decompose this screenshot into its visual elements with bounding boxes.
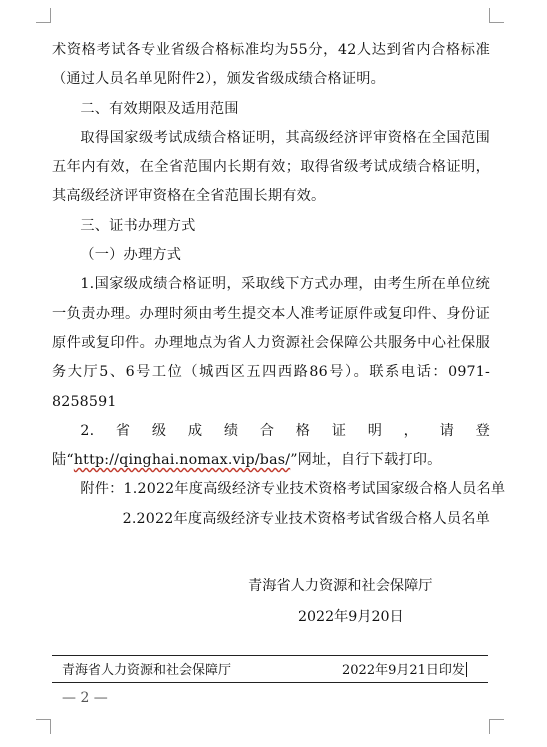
footer-issuer: 青海省人力资源和社会保障厅 [62, 663, 232, 678]
attachment-2: 2.2022年度高级经济专业技术资格考试省级合格人员名单 [122, 510, 490, 527]
paragraph-standards: 术资格考试各专业省级合格标准均为55分，42人达到省内合格标准（通过人员名单见附件2），颁发省级成绩合格证明。 [52, 42, 490, 88]
crop-mark-bottom-right [489, 719, 504, 734]
heading-validity: 二、有效期限及适用范围 [80, 100, 239, 117]
crop-mark-top-right [489, 8, 504, 23]
paragraph-validity: 取得国家级考试成绩合格证明，其高级经济评审资格在全国范围五年内有效，在全省范围内长期有效；取得省级考试成绩合格证明，其高级经济评审资格在全省范围长期有效。 [52, 129, 490, 205]
signature-date: 2022年9月20日 [298, 609, 404, 625]
attachment-1: 附件：1.2022年度高级经济专业技术资格考试国家级合格人员名单 [80, 481, 506, 498]
document-body [52, 36, 506, 534]
signature-organization: 青海省人力资源和社会保障厅 [248, 578, 433, 594]
download-url-link[interactable]: http://qinghai.nomax.vip/bas/ [73, 452, 291, 469]
footer-rule-bottom [52, 682, 488, 683]
footer-rule-top [52, 655, 488, 656]
heading-procedure: （一）办理方式 [80, 247, 182, 264]
heading-certificate: 三、证书办理方式 [80, 217, 196, 234]
footer-issue-date: 2022年9月21日印发 [342, 663, 465, 678]
text-download: ”网址，自行下载打印。 [290, 452, 442, 469]
paragraph-provincial-cert [52, 417, 490, 476]
crop-mark-bottom-left [36, 719, 51, 734]
footer-issue-date-wrap [342, 659, 467, 678]
crop-mark-top-left [36, 8, 51, 23]
text-login: 2.省级成绩合格证明，请登陆“ [52, 422, 490, 469]
page-number: — 2 — [62, 690, 108, 706]
paragraph-national-cert: 1.国家级成绩合格证明，采取线下方式办理，由考生所在单位统一负责办理。办理时须由考生提交本人准考证原件或复印件、身份证原件或复印件。办理地点为省人力资源社会保障公共服务中心社保服务大厅5、6号工位（城西区五四西路86号）。联系电话：0971-8258591 [52, 276, 490, 410]
text-cursor [466, 662, 467, 677]
